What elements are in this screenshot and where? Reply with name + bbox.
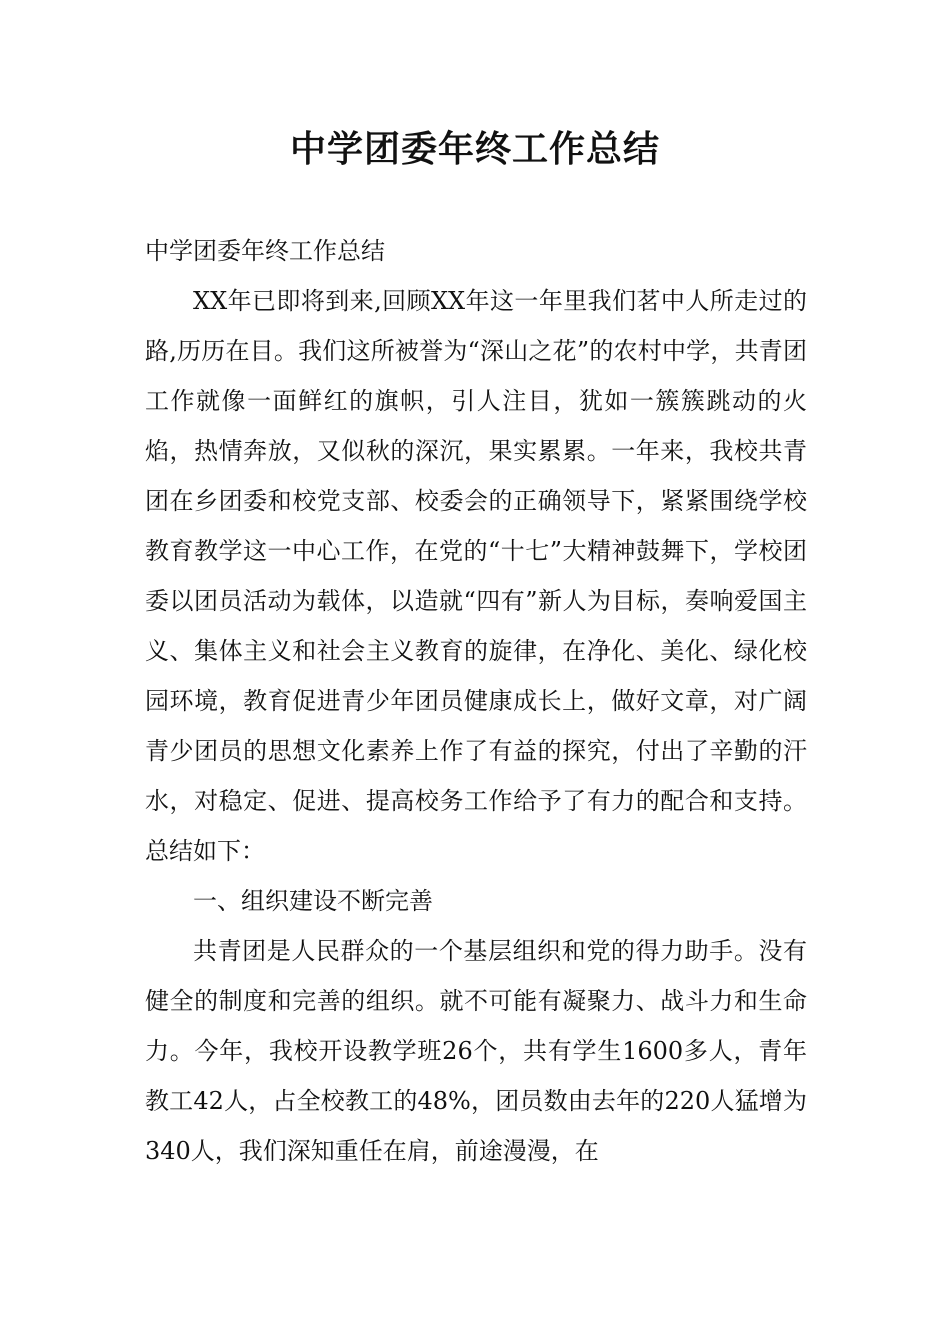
paragraph-organization: 共青团是人民群众的一个基层组织和党的得力助手。没有健全的制度和完善的组织。就不可能有凝聚力、战斗力和生命力。今年，我校开设教学班26个，共有学生1600多人，青年教工42人，占全校教工的48%，团员数由去年的220人猛增为340人，我们深知重任在肩，前途漫漫，在	[145, 937, 807, 1165]
document-body	[145, 226, 807, 1176]
section-heading-organization: 一、组织建设不断完善	[193, 887, 433, 915]
document-title: 中学团委年终工作总结	[289, 129, 660, 170]
body-subtitle: 中学团委年终工作总结	[145, 237, 385, 265]
paragraph-intro: XX年已即将到来,回顾XX年这一年里我们茗中人所走过的路,历历在目。我们这所被誉为“深山之花”的农村中学，共青团工作就像一面鲜红的旗帜，引人注目，犹如一簇簇跳动的火焰，热情奔放，又似秋的深沉，果实累累。一年来，我校共青团在乡团委和校党支部、校委会的正确领导下，紧紧围绕学校教育教学这一中心工作，在党的“十七”大精神鼓舞下，学校团委以团员活动为载体，以造就“四有”新人为目标，奏响爱国主义、集体主义和社会主义教育的旋律，在净化、美化、绿化校园环境，教育促进青少年团员健康成长上，做好文章，对广阔青少团员的思想文化素养上作了有益的探究，付出了辛勤的汗水，对稳定、促进、提高校务工作给予了有力的配合和支持。总结如下：	[145, 287, 807, 865]
